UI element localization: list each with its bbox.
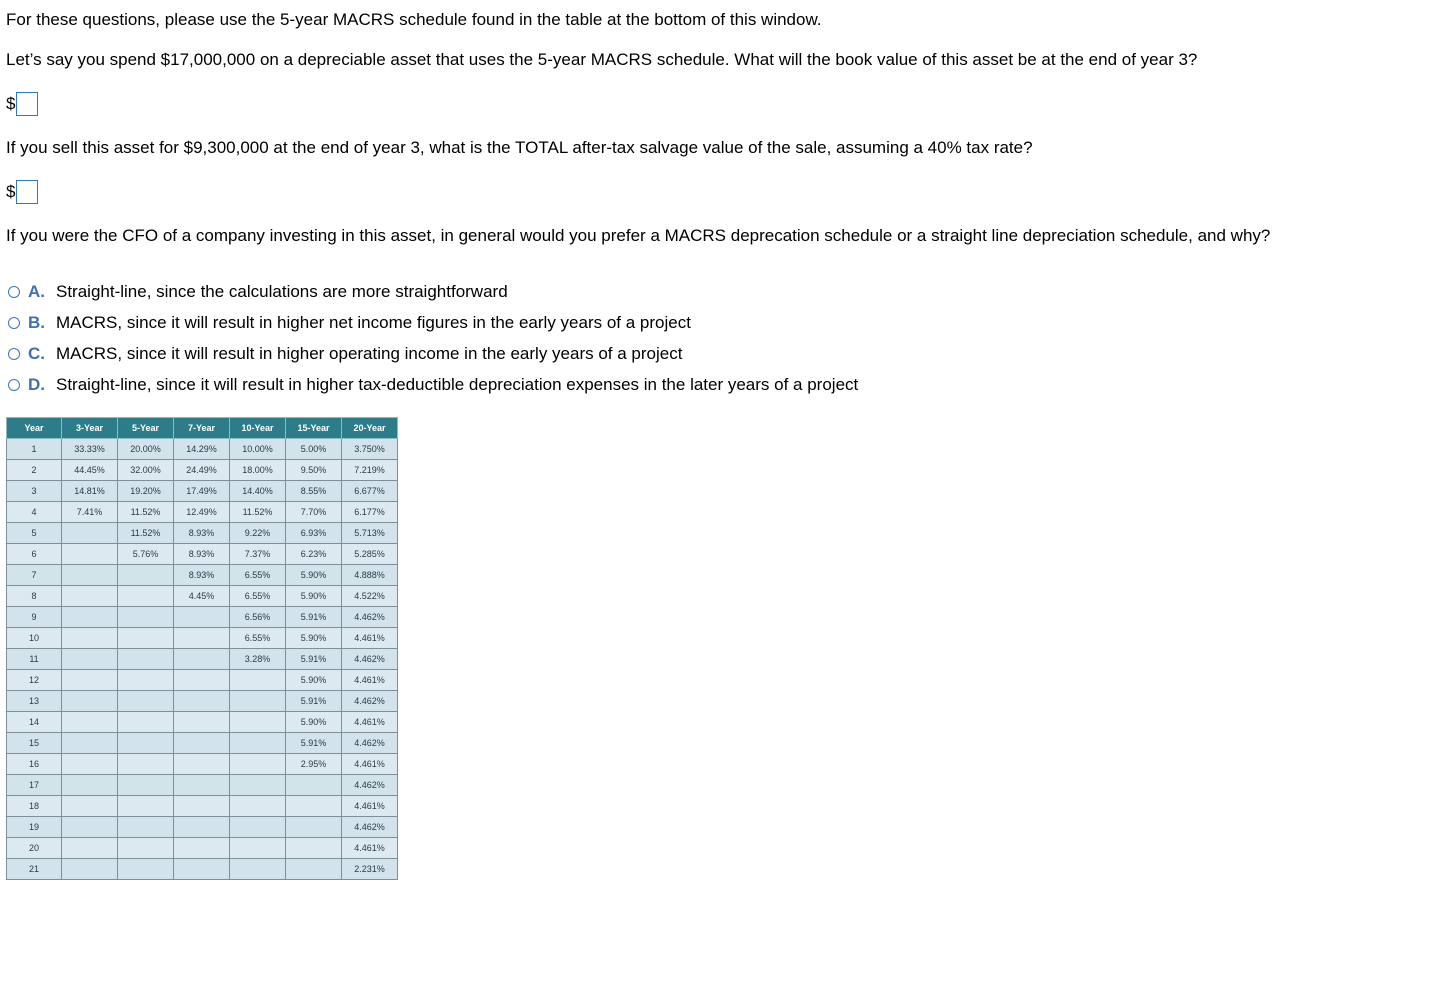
cell-15-year: 5.90% bbox=[286, 565, 342, 586]
cell-10-year bbox=[230, 796, 286, 817]
cell-year: 8 bbox=[7, 586, 62, 607]
option-b[interactable] bbox=[8, 307, 858, 338]
cell-3-year: 33.33% bbox=[62, 439, 118, 460]
header-10-year: 10-Year bbox=[230, 418, 286, 439]
cell-5-year: 20.00% bbox=[118, 439, 174, 460]
table-row bbox=[7, 649, 398, 670]
cell-20-year: 4.888% bbox=[342, 565, 398, 586]
cell-year: 12 bbox=[7, 670, 62, 691]
cell-15-year: 9.50% bbox=[286, 460, 342, 481]
cell-5-year: 11.52% bbox=[118, 502, 174, 523]
table-row bbox=[7, 586, 398, 607]
cell-5-year bbox=[118, 754, 174, 775]
table-row bbox=[7, 775, 398, 796]
cell-5-year bbox=[118, 712, 174, 733]
cell-7-year: 4.45% bbox=[174, 586, 230, 607]
cell-15-year: 6.93% bbox=[286, 523, 342, 544]
book-value-input[interactable] bbox=[16, 92, 38, 116]
cell-20-year: 4.461% bbox=[342, 754, 398, 775]
cell-20-year: 4.522% bbox=[342, 586, 398, 607]
cell-10-year: 6.56% bbox=[230, 607, 286, 628]
question-1-answer-row bbox=[6, 90, 38, 118]
cell-10-year: 14.40% bbox=[230, 481, 286, 502]
cell-7-year: 8.93% bbox=[174, 544, 230, 565]
cell-3-year bbox=[62, 544, 118, 565]
cell-year: 9 bbox=[7, 607, 62, 628]
cell-20-year: 4.462% bbox=[342, 775, 398, 796]
cell-year: 10 bbox=[7, 628, 62, 649]
cell-3-year bbox=[62, 775, 118, 796]
table-row bbox=[7, 691, 398, 712]
table-row bbox=[7, 628, 398, 649]
question-3-text: If you were the CFO of a company investing in this asset, in general would you prefer a MACRS deprecation schedule or a straight line depreciation schedule, and why? bbox=[6, 226, 1271, 245]
cell-7-year: 14.29% bbox=[174, 439, 230, 460]
cell-3-year bbox=[62, 607, 118, 628]
cell-10-year: 18.00% bbox=[230, 460, 286, 481]
cell-3-year bbox=[62, 649, 118, 670]
cell-year: 5 bbox=[7, 523, 62, 544]
cell-3-year: 44.45% bbox=[62, 460, 118, 481]
cell-5-year: 11.52% bbox=[118, 523, 174, 544]
radio-button-icon[interactable] bbox=[8, 286, 20, 298]
cell-7-year bbox=[174, 670, 230, 691]
cell-10-year: 6.55% bbox=[230, 565, 286, 586]
table-header-row bbox=[7, 418, 398, 439]
table-row bbox=[7, 565, 398, 586]
cell-5-year: 32.00% bbox=[118, 460, 174, 481]
cell-15-year: 5.91% bbox=[286, 607, 342, 628]
radio-button-icon[interactable] bbox=[8, 317, 20, 329]
cell-3-year bbox=[62, 859, 118, 880]
option-text: Straight-line, since it will result in higher tax-deductible depreciation expenses in the later years of a project bbox=[56, 374, 859, 394]
cell-7-year: 24.49% bbox=[174, 460, 230, 481]
cell-5-year bbox=[118, 817, 174, 838]
header-3-year: 3-Year bbox=[62, 418, 118, 439]
table-row bbox=[7, 460, 398, 481]
table-row bbox=[7, 670, 398, 691]
cell-3-year bbox=[62, 754, 118, 775]
cell-10-year bbox=[230, 859, 286, 880]
cell-20-year: 2.231% bbox=[342, 859, 398, 880]
cell-10-year: 7.37% bbox=[230, 544, 286, 565]
cell-year: 21 bbox=[7, 859, 62, 880]
cell-10-year bbox=[230, 691, 286, 712]
cell-3-year: 14.81% bbox=[62, 481, 118, 502]
cell-5-year bbox=[118, 628, 174, 649]
option-letter: A. bbox=[28, 281, 45, 301]
cell-year: 16 bbox=[7, 754, 62, 775]
option-letter: D. bbox=[28, 374, 45, 394]
header-7-year: 7-Year bbox=[174, 418, 230, 439]
cell-5-year bbox=[118, 649, 174, 670]
header-year: Year bbox=[7, 418, 62, 439]
cell-10-year bbox=[230, 754, 286, 775]
cell-15-year: 5.90% bbox=[286, 586, 342, 607]
option-text: Straight-line, since the calculations are more straightforward bbox=[56, 281, 508, 301]
cell-year: 18 bbox=[7, 796, 62, 817]
cell-20-year: 4.461% bbox=[342, 838, 398, 859]
table-row bbox=[7, 481, 398, 502]
table-body bbox=[7, 439, 398, 880]
cell-7-year bbox=[174, 733, 230, 754]
cell-year: 14 bbox=[7, 712, 62, 733]
cell-7-year bbox=[174, 838, 230, 859]
cell-15-year bbox=[286, 817, 342, 838]
cell-7-year bbox=[174, 754, 230, 775]
cell-15-year: 5.90% bbox=[286, 628, 342, 649]
cell-20-year: 4.461% bbox=[342, 628, 398, 649]
cell-15-year: 5.00% bbox=[286, 439, 342, 460]
cell-year: 4 bbox=[7, 502, 62, 523]
cell-3-year bbox=[62, 796, 118, 817]
cell-15-year: 5.90% bbox=[286, 670, 342, 691]
cell-7-year bbox=[174, 796, 230, 817]
cell-year: 1 bbox=[7, 439, 62, 460]
cell-5-year bbox=[118, 775, 174, 796]
cell-3-year bbox=[62, 670, 118, 691]
cell-7-year bbox=[174, 859, 230, 880]
macrs-table bbox=[6, 417, 398, 880]
option-a[interactable] bbox=[8, 276, 858, 307]
option-letter: B. bbox=[28, 312, 45, 332]
cell-20-year: 5.285% bbox=[342, 544, 398, 565]
cell-15-year: 5.91% bbox=[286, 733, 342, 754]
cell-5-year: 19.20% bbox=[118, 481, 174, 502]
cell-10-year bbox=[230, 775, 286, 796]
cell-3-year bbox=[62, 733, 118, 754]
cell-3-year bbox=[62, 838, 118, 859]
cell-10-year: 6.55% bbox=[230, 628, 286, 649]
currency-symbol: $ bbox=[6, 182, 16, 201]
table-row bbox=[7, 544, 398, 565]
cell-3-year bbox=[62, 586, 118, 607]
cell-10-year: 6.55% bbox=[230, 586, 286, 607]
cell-3-year bbox=[62, 565, 118, 586]
cell-5-year bbox=[118, 796, 174, 817]
cell-15-year bbox=[286, 775, 342, 796]
table-row bbox=[7, 859, 398, 880]
table-row bbox=[7, 796, 398, 817]
cell-15-year bbox=[286, 838, 342, 859]
cell-20-year: 6.177% bbox=[342, 502, 398, 523]
cell-10-year bbox=[230, 733, 286, 754]
cell-5-year bbox=[118, 691, 174, 712]
cell-20-year: 3.750% bbox=[342, 439, 398, 460]
cell-20-year: 4.462% bbox=[342, 649, 398, 670]
table-row bbox=[7, 712, 398, 733]
cell-3-year bbox=[62, 628, 118, 649]
cell-year: 15 bbox=[7, 733, 62, 754]
radio-button-icon[interactable] bbox=[8, 348, 20, 360]
cell-10-year bbox=[230, 817, 286, 838]
cell-10-year: 9.22% bbox=[230, 523, 286, 544]
cell-20-year: 4.461% bbox=[342, 712, 398, 733]
question-2-answer-row bbox=[6, 178, 38, 206]
cell-15-year bbox=[286, 796, 342, 817]
cell-year: 20 bbox=[7, 838, 62, 859]
cell-15-year bbox=[286, 859, 342, 880]
option-c[interactable] bbox=[8, 338, 858, 369]
cell-3-year bbox=[62, 523, 118, 544]
cell-year: 17 bbox=[7, 775, 62, 796]
cell-3-year bbox=[62, 712, 118, 733]
cell-7-year bbox=[174, 817, 230, 838]
header-5-year: 5-Year bbox=[118, 418, 174, 439]
option-letter: C. bbox=[28, 343, 45, 363]
cell-5-year bbox=[118, 733, 174, 754]
table-row bbox=[7, 838, 398, 859]
option-text: MACRS, since it will result in higher operating income in the early years of a project bbox=[56, 343, 683, 363]
cell-15-year: 8.55% bbox=[286, 481, 342, 502]
cell-7-year: 8.93% bbox=[174, 565, 230, 586]
cell-7-year bbox=[174, 691, 230, 712]
instructions-text: For these questions, please use the 5-year MACRS schedule found in the table at the bottom of this window. bbox=[6, 10, 822, 29]
cell-15-year: 2.95% bbox=[286, 754, 342, 775]
cell-5-year bbox=[118, 607, 174, 628]
table-row bbox=[7, 733, 398, 754]
cell-20-year: 4.462% bbox=[342, 817, 398, 838]
cell-year: 7 bbox=[7, 565, 62, 586]
cell-20-year: 4.462% bbox=[342, 607, 398, 628]
option-text: MACRS, since it will result in higher net income figures in the early years of a project bbox=[56, 312, 691, 332]
cell-year: 19 bbox=[7, 817, 62, 838]
cell-7-year: 8.93% bbox=[174, 523, 230, 544]
cell-15-year: 7.70% bbox=[286, 502, 342, 523]
cell-year: 6 bbox=[7, 544, 62, 565]
cell-year: 3 bbox=[7, 481, 62, 502]
cell-year: 2 bbox=[7, 460, 62, 481]
table-row bbox=[7, 754, 398, 775]
table-row bbox=[7, 817, 398, 838]
table-row bbox=[7, 439, 398, 460]
cell-20-year: 4.461% bbox=[342, 670, 398, 691]
question-1-text: Let’s say you spend $17,000,000 on a depreciable asset that uses the 5-year MACRS schedule. What will the book value of this asset be at the end of year 3? bbox=[6, 50, 1198, 69]
cell-10-year: 10.00% bbox=[230, 439, 286, 460]
cell-20-year: 6.677% bbox=[342, 481, 398, 502]
cell-3-year: 7.41% bbox=[62, 502, 118, 523]
cell-5-year bbox=[118, 586, 174, 607]
cell-10-year: 3.28% bbox=[230, 649, 286, 670]
table-row bbox=[7, 502, 398, 523]
cell-10-year bbox=[230, 670, 286, 691]
cell-15-year: 6.23% bbox=[286, 544, 342, 565]
cell-3-year bbox=[62, 817, 118, 838]
cell-5-year bbox=[118, 838, 174, 859]
cell-15-year: 5.91% bbox=[286, 691, 342, 712]
cell-7-year bbox=[174, 712, 230, 733]
cell-15-year: 5.91% bbox=[286, 649, 342, 670]
question-2-text: If you sell this asset for $9,300,000 at the end of year 3, what is the TOTAL after-tax salvage value of the sale, assuming a 40% tax rate? bbox=[6, 138, 1033, 157]
cell-20-year: 5.713% bbox=[342, 523, 398, 544]
salvage-value-input[interactable] bbox=[16, 180, 38, 204]
cell-20-year: 4.462% bbox=[342, 733, 398, 754]
header-20-year: 20-Year bbox=[342, 418, 398, 439]
cell-5-year bbox=[118, 859, 174, 880]
cell-7-year bbox=[174, 628, 230, 649]
table-row bbox=[7, 607, 398, 628]
cell-10-year bbox=[230, 838, 286, 859]
radio-button-icon[interactable] bbox=[8, 379, 20, 391]
cell-7-year bbox=[174, 607, 230, 628]
option-d[interactable] bbox=[8, 369, 858, 400]
cell-5-year bbox=[118, 670, 174, 691]
cell-20-year: 7.219% bbox=[342, 460, 398, 481]
cell-10-year bbox=[230, 712, 286, 733]
cell-20-year: 4.462% bbox=[342, 691, 398, 712]
cell-10-year: 11.52% bbox=[230, 502, 286, 523]
cell-7-year: 17.49% bbox=[174, 481, 230, 502]
cell-3-year bbox=[62, 691, 118, 712]
cell-7-year: 12.49% bbox=[174, 502, 230, 523]
cell-7-year bbox=[174, 649, 230, 670]
header-15-year: 15-Year bbox=[286, 418, 342, 439]
currency-symbol: $ bbox=[6, 94, 16, 113]
cell-15-year: 5.90% bbox=[286, 712, 342, 733]
answer-options bbox=[8, 276, 858, 400]
cell-year: 13 bbox=[7, 691, 62, 712]
cell-7-year bbox=[174, 775, 230, 796]
cell-5-year bbox=[118, 565, 174, 586]
cell-year: 11 bbox=[7, 649, 62, 670]
cell-20-year: 4.461% bbox=[342, 796, 398, 817]
table-row bbox=[7, 523, 398, 544]
cell-5-year: 5.76% bbox=[118, 544, 174, 565]
